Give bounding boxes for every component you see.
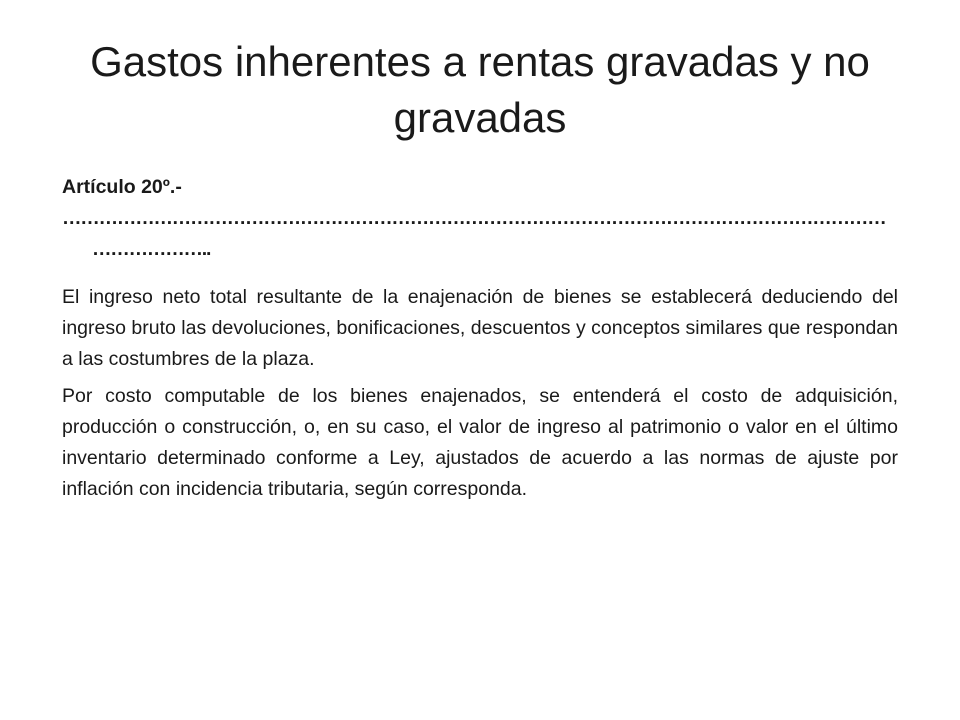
paragraph-costo-computable: Por costo computable de los bienes enajenados, se entenderá el costo de adquisición, producción o construcción, o, en su caso, el valor de ingreso al patrimonio o valor en el último inventario determinado conforme a Ley, ajustados de acuerdo a las normas de ajuste por inflación con incidencia tributaria, según corresponda. bbox=[62, 385, 898, 500]
omitted-text-ellipsis bbox=[62, 203, 898, 265]
paragraph-ingreso-neto: El ingreso neto total resultante de la enajenación de bienes se establecerá deduciendo del ingreso bruto las devoluciones, bonificaciones, descuentos y conceptos similares que respondan a las costumbres de la plaza. bbox=[62, 286, 898, 370]
article-heading: Artículo 20º.- bbox=[62, 176, 182, 198]
ellipsis-line-1: ……………………………………………………………………………………………………………………… bbox=[62, 207, 886, 229]
ellipsis-line-2: ……………….. bbox=[92, 238, 211, 260]
slide-title: Gastos inherentes a rentas gravadas y no gravadas bbox=[90, 38, 870, 141]
slide-body bbox=[62, 172, 898, 511]
